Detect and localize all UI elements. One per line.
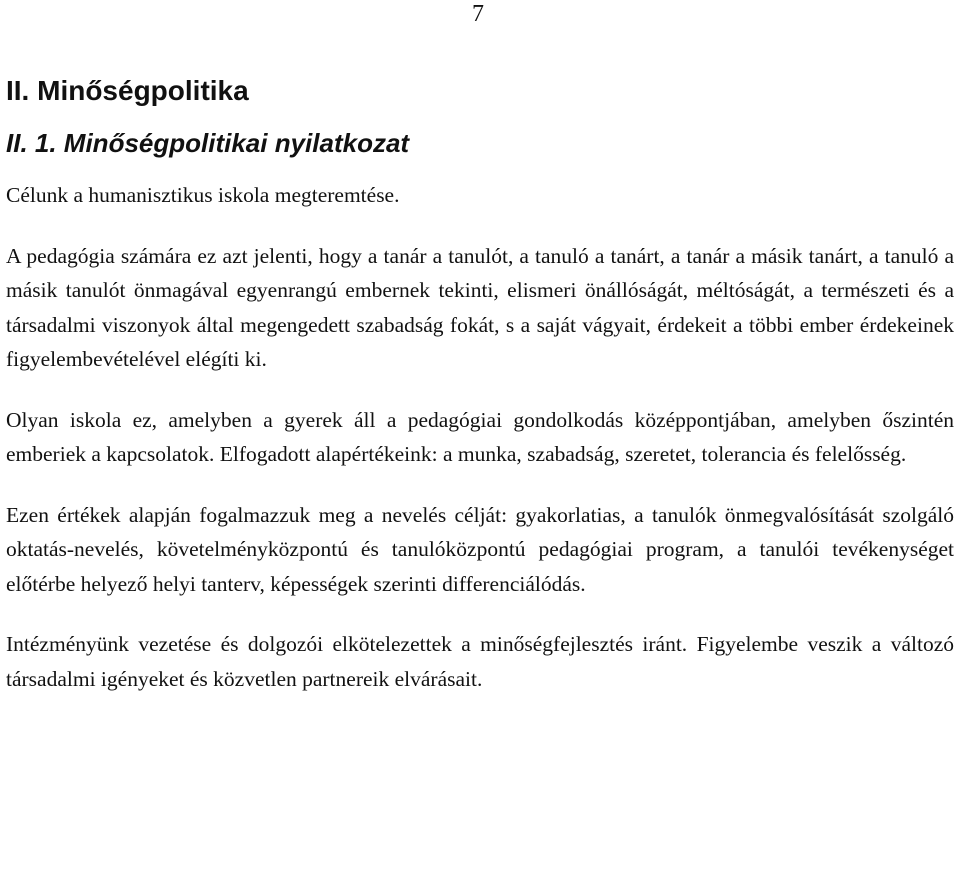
paragraph-school-values: Olyan iskola ez, amelyben a gyerek áll a pedagógiai gondolkodás középpontjában, amelyben őszintén emberiek a kapcsolatok. Elfogadott alapértékeink: a munka, szabadság, szeretet, tolerancia és felelősség. [6,407,954,466]
document-content [6,74,954,722]
section-heading: II. 1. Minőségpolitikai nyilatkozat [6,128,410,158]
paragraph-pedagogy: A pedagógia számára ez azt jelenti, hogy a tanár a tanulót, a tanuló a tanárt, a tanár a másik tanárt, a tanuló a másik tanulót önmagával egyenrangú embernek tekinti, elismeri önállóságát, méltóságát, a természeti és a társadalmi viszonyok által megengedett szabadság fokát, s a saját vágyait, érdekeit a többi ember érdekeinek figyelembevételével elégíti ki. [6,243,954,371]
paragraph-goal: Célunk a humanisztikus iskola megteremtése. [6,183,400,207]
chapter-heading: II. Minőségpolitika [6,75,249,106]
page-number: 7 [472,1,484,27]
paragraph-commitment: Intézményünk vezetése és dolgozói elkötelezettek a minőségfejlesztés iránt. Figyelembe veszik a változó társadalmi igényeket és közvetlen partnereik elvárásait. [6,632,954,691]
paragraph-educational-aim: Ezen értékek alapján fogalmazzuk meg a nevelés célját: gyakorlatias, a tanulók önmegvalósítását szolgáló oktatás-nevelés, követelményközpontú és tanulóközpontú pedagógiai program, a tanulói tevékenységet előtérbe helyező helyi tanterv, képességek szerinti differenciálódás. [6,502,954,596]
